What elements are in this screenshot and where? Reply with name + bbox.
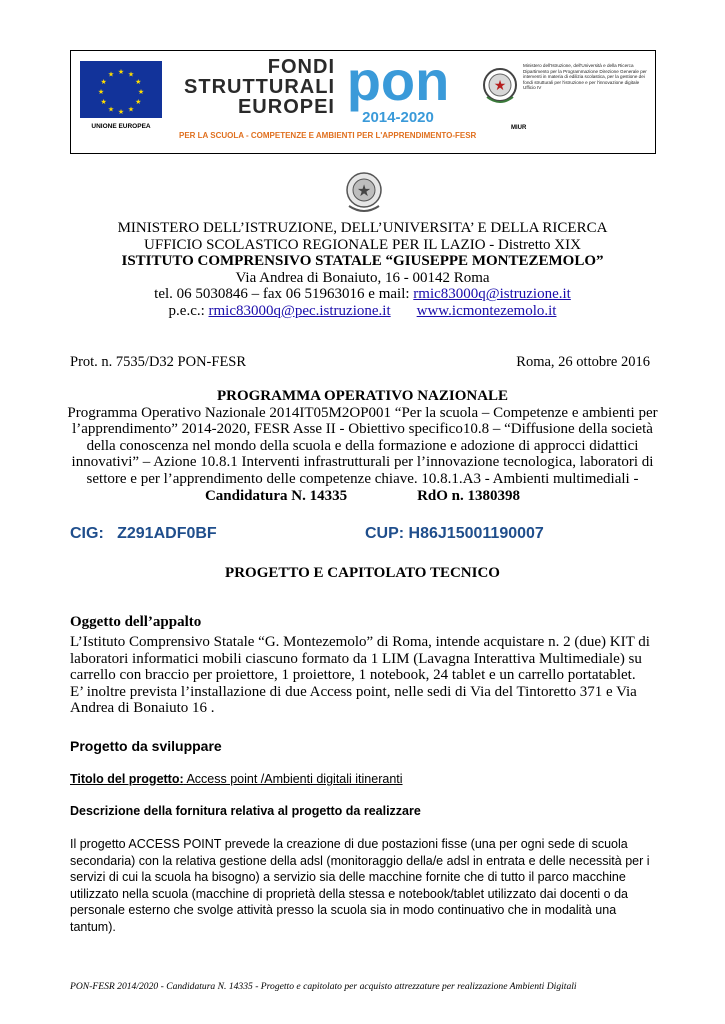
svg-text:★: ★ [127,105,135,114]
school-header [60,220,665,320]
section-title: PROGETTO E CAPITOLATO TECNICO [225,565,500,581]
oggetto-heading: Oggetto dell’appalto [70,614,202,630]
document-date: Roma, 26 ottobre 2016 [516,354,650,370]
programme-body: Programma Operativo Nazionale 2014IT05M2OP001 “Per la scuola – Competenze e ambienti per l’apprendimento” 2014-2020, FESR Asse II - Obiettivo specifico10.8 – “Diffusione della società della conoscenza nel mondo della scuola e della formazione e adozione di approcci didattici innovativi” – Azione 10.8.1 Interventi infrastrutturali per l’innovazione tecnologica, laboratori di settore e per l’apprendimento delle competenze chiave. 10.8.1.A3 - Ambienti multimediali - [67,404,658,487]
sviluppo-heading: Progetto da sviluppare [70,738,222,754]
svg-text:★: ★ [135,98,142,106]
cig-code: CIG: Z291ADF0BF [70,525,217,542]
rdo-number: RdO n. 1380398 [417,487,521,504]
eu-label: UNIONE EUROPEA [91,123,151,130]
titolo-value: Access point /Ambienti digitali itineranti [183,772,403,786]
contact-line [60,286,665,303]
miur-description: Ministero dell'Istruzione, dell'Università e della Ricerca Dipartimento per la Programmazione Direzione Generale per interventi in materia di edilizia scolastica, per la gestione dei fondi strutturali per l'istruzione e per l'innovazione digitale Ufficio IV [523,63,647,91]
protocol-number: Prot. n. 7535/D32 PON-FESR [70,354,247,370]
candidatura-line [62,488,663,505]
website-link[interactable]: www.icmontezemolo.it [416,302,557,319]
school-name: ISTITUTO COMPRENSIVO STATALE “GIUSEPPE MONTEZEMOLO” [121,253,604,270]
cup-code: CUP: H86J15001190007 [365,525,544,542]
svg-text:★: ★ [117,68,125,76]
tel-fax-text: tel. 06 5030846 – fax 06 51963016 e mail: [154,286,414,303]
oggetto-body: L’Istituto Comprensivo Statale “G. Montezemolo” di Roma, intende acquistare n. 2 (due) KIT di laboratori informatici mobili ciascuno formato da 1 LIM (Lavagna Interattiva Multimediale) su carrello con braccio per proiettore, 1 proiettore, 1 notebook, 24 tablet e un carrello portatablet. E’ inoltre prevista l’installazione di due Access point, nelle sedi di Via del Tintoretto 371 e Via Andrea di Bonaiuto 16 . [70,634,650,717]
svg-text:★: ★ [107,105,115,114]
header-banner [70,50,656,154]
regional-office: UFFICIO SCOLASTICO REGIONALE PER IL LAZIO - Distretto XIX [144,236,581,253]
svg-text:★: ★ [137,88,145,96]
pon-logo [333,56,463,128]
svg-text:★: ★ [356,181,372,200]
svg-text:★: ★ [97,88,105,96]
fondi-strutturali-logo: FONDI STRUTTURALI EUROPEI [184,56,335,118]
svg-text:★: ★ [107,70,115,79]
miur-emblem-icon [481,65,519,107]
svg-text:★: ★ [117,108,125,116]
descrizione-body: Il progetto ACCESS POINT prevede la creazione di due postazioni fisse (una per ogni sede di scuola secondaria) con la relativa gestione della adsl (monitoraggio della/e adsl in entrata e delle necessità per i servizi di cui la scuola ha bisogno) a servizio sia delle macchine fornite che di tutto il parco macchine utilizzato nella scuola (macchine di proprietà della stessa e notebook/tablet utilizzato dai docenti o da personale esterno che svolge attività presso la scuola sia in modo continuativo che in modalità una tantum). [70,837,650,934]
candidatura-number: Candidatura N. 14335 [204,487,348,504]
svg-text:★: ★ [100,98,107,106]
pec-link[interactable]: rmic83000q@pec.istruzione.it [208,302,391,319]
pon-years: 2014-2020 [362,109,434,126]
miur-label: MIUR [511,125,527,131]
programme-title: PROGRAMMA OPERATIVO NAZIONALE [216,388,509,404]
svg-text:★: ★ [135,78,142,86]
programme-block [62,388,663,504]
eu-flag-icon [80,61,162,118]
titolo-row [70,772,403,786]
email-link[interactable]: rmic83000q@istruzione.it [413,286,571,303]
repubblica-emblem-icon [344,170,384,216]
svg-text:★: ★ [100,78,107,86]
page-footer: PON-FESR 2014/2020 - Candidatura N. 14335 - Progetto e capitolato per acquisto attrezzature per realizzazione Ambienti Digitali [70,981,577,992]
svg-text:★: ★ [127,70,135,79]
svg-text:★: ★ [493,78,507,94]
titolo-label: Titolo del progetto: [70,772,184,786]
ministry-name: MINISTERO DELL’ISTRUZIONE, DELL’UNIVERSITA’ E DELLA RICERCA [117,220,608,236]
pec-label: p.e.c.: [168,302,209,319]
school-address: Via Andrea di Bonaiuto, 16 - 00142 Roma [235,269,490,286]
pec-line [60,303,665,320]
descrizione-heading: Descrizione della fornitura relativa al progetto da realizzare [70,804,421,818]
pon-word: pon [346,56,450,112]
pon-tagline: PER LA SCUOLA - COMPETENZE E AMBIENTI PER L'APPRENDIMENTO-FESR [179,131,477,140]
